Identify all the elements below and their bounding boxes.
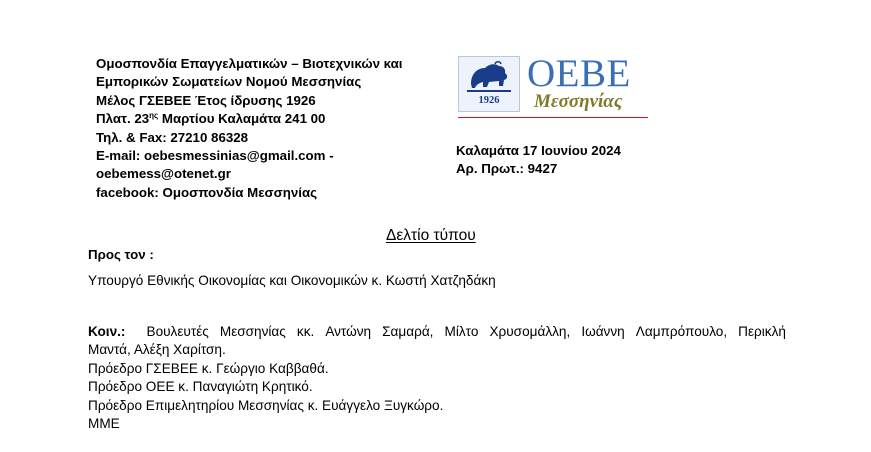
cc-line-5: Πρόεδρο Επιμελητηρίου Μεσσηνίας κ. Ευάγγελο Ξυγκώρο. — [88, 397, 444, 413]
address-ordinal: ης — [149, 111, 159, 121]
logo-emblem — [458, 56, 520, 112]
email-line-1: E-mail: oebesmessinias@gmail.com - — [96, 148, 334, 164]
oebe-logo — [458, 52, 648, 122]
cc-line-4: Πρόεδρο ΟΕΕ κ. Παναγιώτη Κρητικό. — [88, 379, 313, 395]
org-name-line-1: Ομοσπονδία Επαγγελματικών – Βιοτεχνικών και — [96, 56, 403, 71]
document-date: Καλαμάτα 17 Ιουνίου 2024 — [456, 143, 621, 158]
cc-word: Ιωάννη — [581, 324, 625, 339]
cc-line-1 — [88, 323, 786, 341]
logo-divider — [458, 117, 648, 118]
cc-line-3: Πρόεδρο ΓΣΕΒΕΕ κ. Γεώργιο Καββαθά. — [88, 360, 329, 376]
logo-subtitle: Μεσσηνίας — [534, 91, 623, 112]
cc-word: Μίλτο — [444, 324, 479, 339]
cc-word: Λαμπρόπουλο, — [635, 324, 728, 339]
cc-line-2: Μαντά, Αλέξη Χαρίτση. — [88, 342, 226, 358]
logo-name: ΟΕΒΕ — [527, 52, 631, 95]
cc-word: Αντώνη — [325, 324, 372, 339]
phone-line: Τηλ. & Fax: 27210 86328 — [96, 129, 249, 145]
logo-year: 1926 — [478, 95, 500, 106]
date-block — [456, 142, 621, 179]
cc-label: Κοιν.: — [88, 324, 126, 339]
address-prefix: Πλατ. 23 — [96, 111, 150, 127]
lion-emblem-icon — [465, 60, 513, 94]
cc-line-6: ΜΜΕ — [88, 416, 120, 432]
sender-info — [96, 55, 403, 202]
address-line — [96, 110, 403, 128]
facebook-line: facebook: Ομοσπονδία Μεσσηνίας — [96, 184, 318, 200]
document-title: Δελτίο τύπου — [386, 227, 476, 244]
recipient-text: Υπουργό Εθνικής Οικονομίας και Οικονομικών κ. Κωστή Χατζηδάκη — [88, 273, 496, 288]
cc-word: Μεσσηνίας — [219, 324, 286, 339]
cc-block — [88, 323, 786, 433]
email-line-2: oebemess@otenet.gr — [96, 166, 231, 182]
cc-word: κκ. — [296, 324, 315, 339]
protocol-number: Αρ. Πρωτ.: 9427 — [456, 161, 558, 177]
cc-word: Περικλή — [738, 324, 786, 339]
org-name-line-2: Εμπορικών Σωματείων Νομού Μεσσηνίας — [96, 74, 362, 90]
membership-line: Μέλος ΓΣΕΒΕΕ Έτος ίδρυσης 1926 — [96, 92, 316, 108]
address-suffix: Μαρτίου Καλαμάτα 241 00 — [158, 111, 326, 127]
cc-word: Χρυσομάλλη, — [489, 324, 571, 339]
recipient-label: Προς τον : — [88, 247, 154, 262]
cc-word: Βουλευτές — [146, 324, 209, 339]
cc-word: Σαμαρά, — [382, 324, 434, 339]
